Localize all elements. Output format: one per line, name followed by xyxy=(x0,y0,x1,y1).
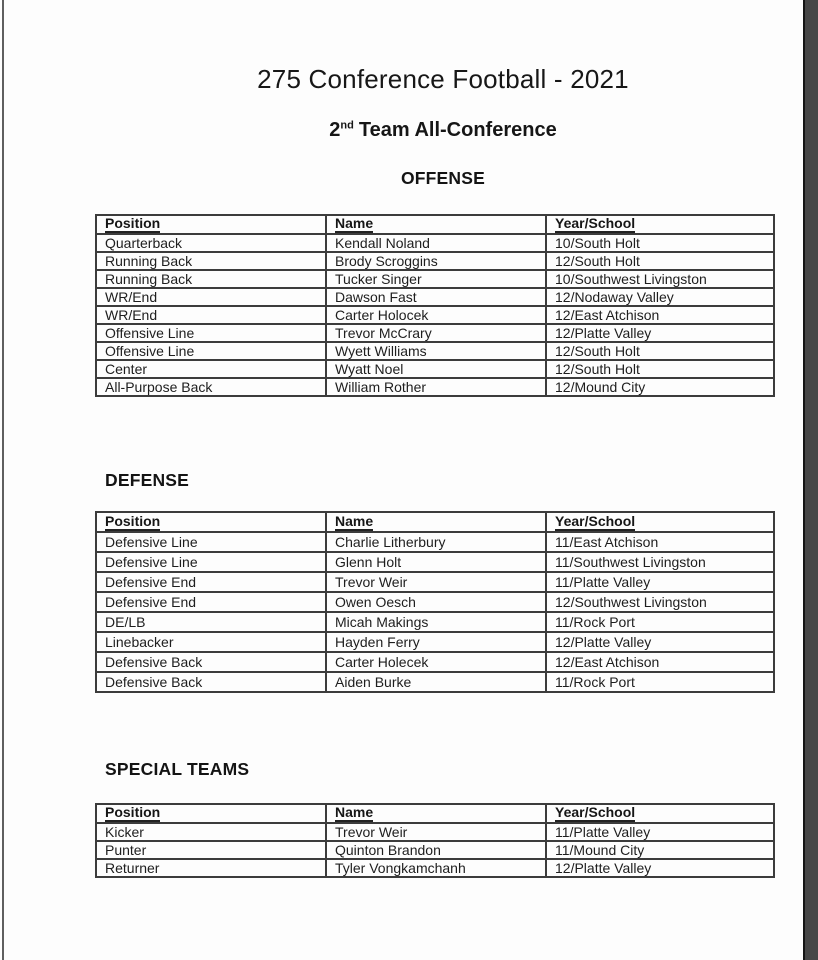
right-page-edge xyxy=(803,0,818,960)
table-cell: All-Purpose Back xyxy=(96,378,326,396)
table-cell: 10/Southwest Livingston xyxy=(546,270,774,288)
table-header-row xyxy=(96,512,774,532)
table-cell: Defensive Line xyxy=(96,552,326,572)
table-cell: 11/Platte Valley xyxy=(546,823,774,841)
table-row xyxy=(96,360,774,378)
table-cell: Punter xyxy=(96,841,326,859)
table-cell: Carter Holocek xyxy=(326,306,546,324)
table-cell: Tyler Vongkamchanh xyxy=(326,859,546,877)
table-row xyxy=(96,342,774,360)
table-cell: 12/Platte Valley xyxy=(546,632,774,652)
name-header-label: Name xyxy=(335,215,374,231)
position-header-cell xyxy=(96,804,326,823)
table-cell: 12/South Holt xyxy=(546,342,774,360)
table-cell: Offensive Line xyxy=(96,342,326,360)
table-cell: Micah Makings xyxy=(326,612,546,632)
table-cell: 11/Rock Port xyxy=(546,612,774,632)
table-row xyxy=(96,859,774,877)
year-school-header-cell xyxy=(546,804,774,823)
table-cell: 12/Platte Valley xyxy=(546,859,774,877)
section-heading-special-teams: SPECIAL TEAMS xyxy=(105,759,250,779)
page-subtitle xyxy=(104,119,782,142)
table-cell: Defensive End xyxy=(96,592,326,612)
table-cell: Running Back xyxy=(96,270,326,288)
year-school-header-label: Year/School xyxy=(555,804,636,820)
table-cell: Tucker Singer xyxy=(326,270,546,288)
offense-table-body xyxy=(96,234,774,396)
subtitle-text: Team All-Conference xyxy=(358,119,557,141)
defense-table xyxy=(95,511,775,693)
table-cell: Returner xyxy=(96,859,326,877)
table-header-row xyxy=(96,804,774,823)
table-cell: 11/Platte Valley xyxy=(546,572,774,592)
position-header-cell xyxy=(96,512,326,532)
table-row xyxy=(96,632,774,652)
table-row xyxy=(96,672,774,692)
special-teams-table xyxy=(95,803,775,878)
position-header-label: Position xyxy=(105,215,161,231)
subtitle-number: 2 xyxy=(329,119,341,141)
table-cell: WR/End xyxy=(96,288,326,306)
table-row xyxy=(96,532,774,552)
table-row xyxy=(96,652,774,672)
table-cell: WR/End xyxy=(96,306,326,324)
table-cell: Wyatt Noel xyxy=(326,360,546,378)
section-heading-defense: DEFENSE xyxy=(105,470,190,490)
table-row xyxy=(96,841,774,859)
subtitle-ordinal: nd xyxy=(340,119,354,132)
position-header-label: Position xyxy=(105,804,161,820)
year-school-header-cell xyxy=(546,512,774,532)
table-cell: Quarterback xyxy=(96,234,326,252)
offense-table xyxy=(95,214,775,397)
table-cell: Wyett Williams xyxy=(326,342,546,360)
table-row xyxy=(96,572,774,592)
year-school-header-label: Year/School xyxy=(555,215,636,231)
table-cell: Glenn Holt xyxy=(326,552,546,572)
table-cell: Defensive Back xyxy=(96,672,326,692)
table-cell: 12/East Atchison xyxy=(546,306,774,324)
table-row xyxy=(96,234,774,252)
name-header-cell xyxy=(326,215,546,234)
position-header-label: Position xyxy=(105,513,161,529)
name-header-cell xyxy=(326,804,546,823)
table-row xyxy=(96,823,774,841)
name-header-cell xyxy=(326,512,546,532)
table-row xyxy=(96,288,774,306)
table-cell: Charlie Litherbury xyxy=(326,532,546,552)
table-cell: Owen Oesch xyxy=(326,592,546,612)
table-cell: 12/Southwest Livingston xyxy=(546,592,774,612)
name-header-label: Name xyxy=(335,513,374,529)
table-cell: Defensive Back xyxy=(96,652,326,672)
table-cell: 12/Mound City xyxy=(546,378,774,396)
table-cell: Kendall Noland xyxy=(326,234,546,252)
table-cell: 12/South Holt xyxy=(546,360,774,378)
table-row xyxy=(96,324,774,342)
table-cell: Kicker xyxy=(96,823,326,841)
section-heading-offense: OFFENSE xyxy=(400,168,486,188)
table-cell: Center xyxy=(96,360,326,378)
table-row xyxy=(96,592,774,612)
special-teams-table-body xyxy=(96,823,774,877)
table-row xyxy=(96,552,774,572)
table-cell: 12/East Atchison xyxy=(546,652,774,672)
table-cell: Offensive Line xyxy=(96,324,326,342)
page-title: 275 Conference Football - 2021 xyxy=(257,64,629,94)
table-cell: 10/South Holt xyxy=(546,234,774,252)
table-cell: DE/LB xyxy=(96,612,326,632)
left-page-edge xyxy=(2,0,4,960)
table-cell: Defensive Line xyxy=(96,532,326,552)
table-cell: William Rother xyxy=(326,378,546,396)
table-cell: 11/Southwest Livingston xyxy=(546,552,774,572)
table-row xyxy=(96,252,774,270)
year-school-header-label: Year/School xyxy=(555,513,636,529)
table-cell: Trevor Weir xyxy=(326,823,546,841)
table-cell: 12/Nodaway Valley xyxy=(546,288,774,306)
table-cell: Aiden Burke xyxy=(326,672,546,692)
table-row xyxy=(96,612,774,632)
table-cell: 12/Platte Valley xyxy=(546,324,774,342)
defense-table-body xyxy=(96,532,774,692)
table-cell: Brody Scroggins xyxy=(326,252,546,270)
table-cell: 11/Rock Port xyxy=(546,672,774,692)
position-header-cell xyxy=(96,215,326,234)
table-cell: 11/Mound City xyxy=(546,841,774,859)
table-cell: Defensive End xyxy=(96,572,326,592)
table-cell: 11/East Atchison xyxy=(546,532,774,552)
table-row xyxy=(96,378,774,396)
table-cell: Dawson Fast xyxy=(326,288,546,306)
table-row xyxy=(96,270,774,288)
table-cell: Running Back xyxy=(96,252,326,270)
year-school-header-cell xyxy=(546,215,774,234)
table-cell: 12/South Holt xyxy=(546,252,774,270)
table-cell: Trevor McCrary xyxy=(326,324,546,342)
table-row xyxy=(96,306,774,324)
table-cell: Linebacker xyxy=(96,632,326,652)
table-cell: Hayden Ferry xyxy=(326,632,546,652)
table-cell: Quinton Brandon xyxy=(326,841,546,859)
table-cell: Carter Holecek xyxy=(326,652,546,672)
name-header-label: Name xyxy=(335,804,374,820)
table-cell: Trevor Weir xyxy=(326,572,546,592)
table-header-row xyxy=(96,215,774,234)
